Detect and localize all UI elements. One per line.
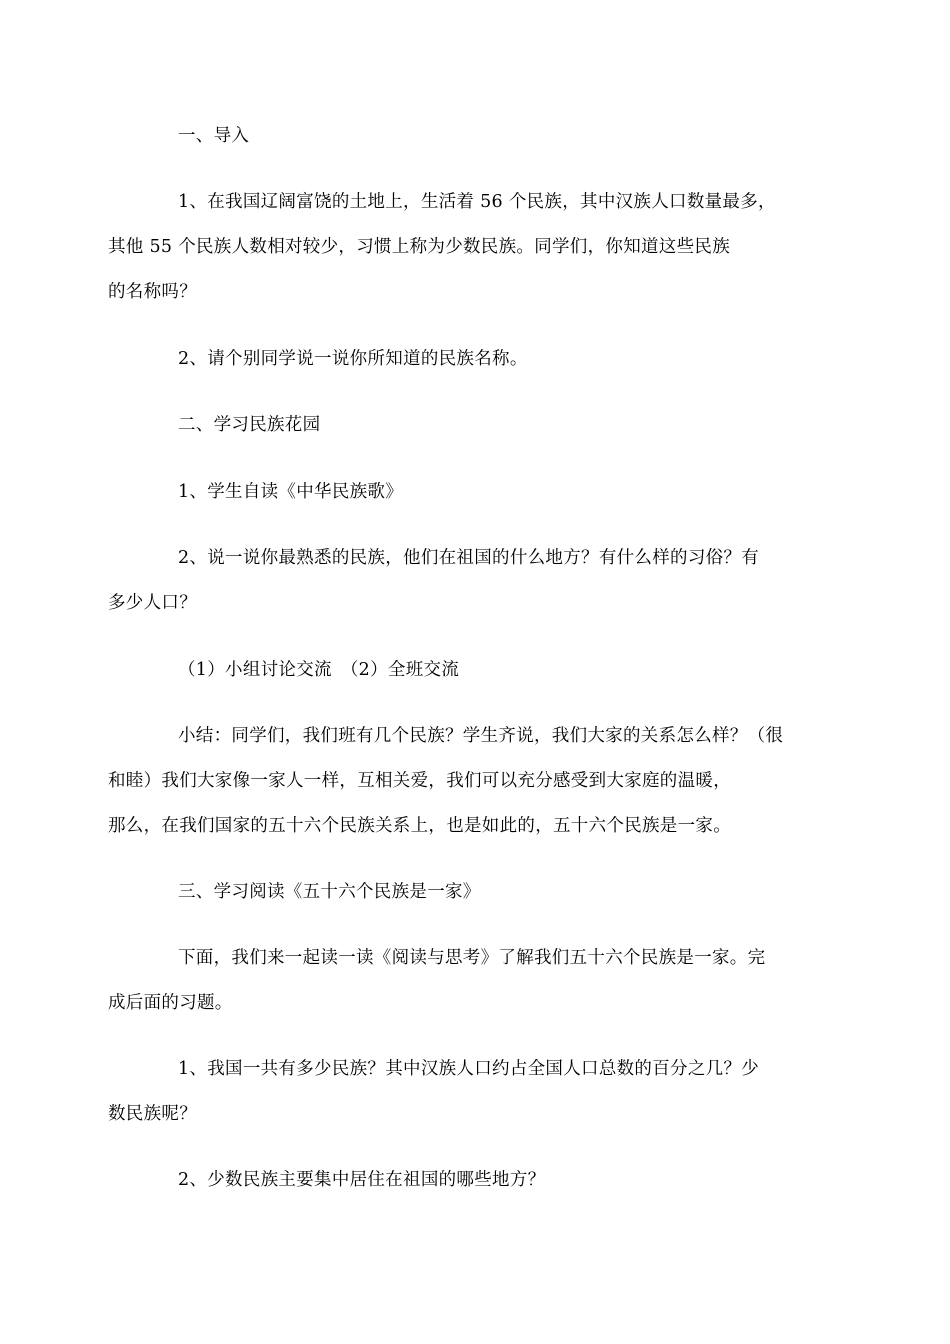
section-heading-intro xyxy=(143,114,813,159)
text-line: 二、学习民族花园 xyxy=(178,415,321,435)
text-line: 2、说一说你最熟悉的民族，他们在祖国的什么地方？有什么样的习俗？有 xyxy=(178,548,760,568)
text-line: 的名称吗？ xyxy=(108,282,197,302)
text-line: 一、导入 xyxy=(178,126,250,146)
text-line: 那么，在我们国家的五十六个民族关系上，也是如此的，五十六个民族是一家。 xyxy=(108,816,731,836)
text-line: 多少人口？ xyxy=(108,593,197,613)
text-line: 和睦）我们大家像一家人一样，互相关爱，我们可以充分感受到大家庭的温暖， xyxy=(108,771,731,791)
paragraph-self-read xyxy=(143,470,813,515)
text-line: 三、学习阅读《五十六个民族是一家》 xyxy=(178,882,481,902)
paragraph-item-2 xyxy=(143,337,813,382)
text-line: （1）小组讨论交流 （2）全班交流 xyxy=(178,660,460,680)
text-line: 1、在我国辽阔富饶的土地上，生活着 56 个民族，其中汉族人口数量最多， xyxy=(178,192,776,212)
section-heading-reading xyxy=(143,870,813,915)
text-line: 数民族呢？ xyxy=(108,1104,197,1124)
text-line: 2、少数民族主要集中居住在祖国的哪些地方？ xyxy=(178,1170,546,1190)
text-line: 成后面的习题。 xyxy=(108,993,233,1013)
text-line: 1、我国一共有多少民族？其中汉族人口约占全国人口总数的百分之几？少 xyxy=(178,1059,760,1079)
text-line: 其他 55 个民族人数相对较少，习惯上称为少数民族。同学们，你知道这些民族 xyxy=(108,237,730,257)
text-line: 小结：同学们，我们班有几个民族？学生齐说，我们大家的关系怎么样？（很 xyxy=(178,726,784,746)
paragraph-summary xyxy=(108,714,813,849)
text-line: 1、学生自读《中华民族歌》 xyxy=(178,482,404,502)
section-heading-garden xyxy=(143,403,813,448)
paragraph-discuss xyxy=(108,536,813,626)
paragraph-read-together xyxy=(108,936,813,1026)
paragraph-group-discussion xyxy=(143,648,813,693)
paragraph-question-1 xyxy=(108,1047,813,1137)
text-line: 2、请个别同学说一说你所知道的民族名称。 xyxy=(178,349,528,369)
paragraph-question-2 xyxy=(143,1158,813,1203)
paragraph-item-1 xyxy=(108,180,813,315)
text-line: 下面，我们来一起读一读《阅读与思考》了解我们五十六个民族是一家。完 xyxy=(178,948,766,968)
